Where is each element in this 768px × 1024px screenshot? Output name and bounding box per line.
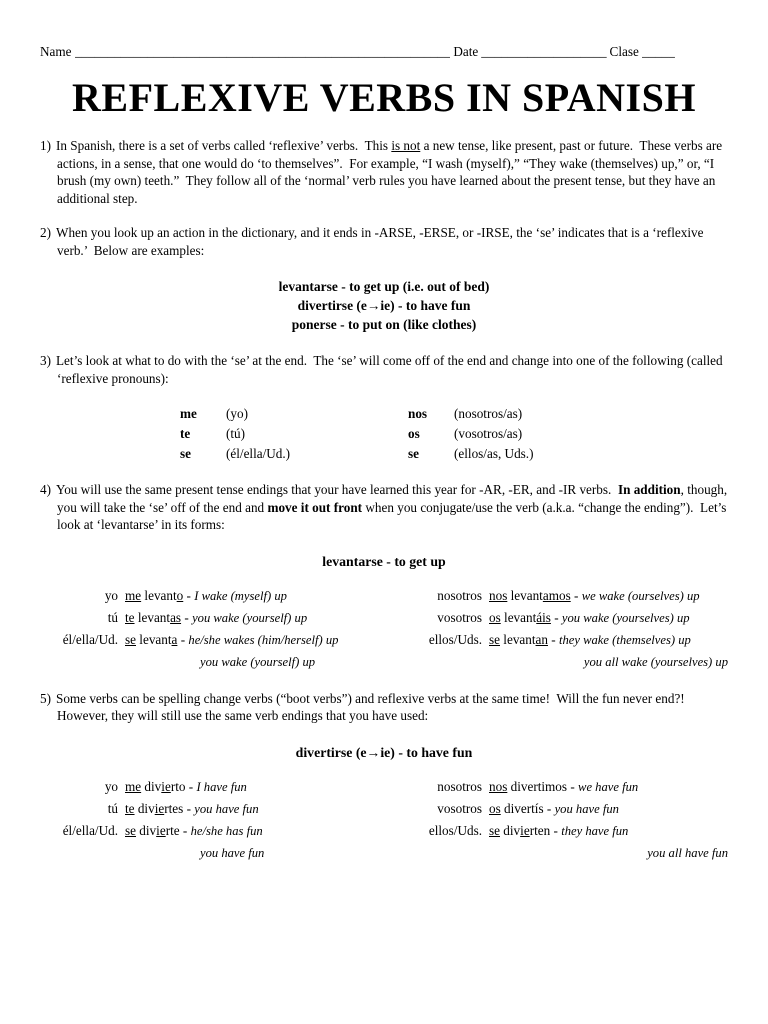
verb-ending: rte: [165, 822, 180, 838]
conj-form: [125, 798, 387, 820]
conj-form: [125, 820, 387, 842]
pronoun: os: [408, 426, 420, 441]
body-text: Some verbs can be spelling change verbs (“boot verbs”) and reflexive verbs at the same time! Will the fun never end?! However, they will still use the same verb endings that you have used:: [56, 690, 692, 723]
stem-change: ie: [156, 822, 166, 838]
conj-form: [125, 607, 387, 629]
conj-subject: nosotros: [437, 778, 482, 794]
empty-cell: [40, 651, 118, 673]
verb-stem: levant: [136, 631, 172, 647]
translation: we have fun: [578, 779, 639, 794]
conj-subject: nosotros: [437, 587, 482, 603]
reflexive-pronoun: nos: [489, 587, 508, 603]
verb-ending: áis: [536, 609, 551, 625]
verb-examples-block: [40, 277, 728, 334]
clase-blank: _____: [641, 44, 675, 59]
item-number: 5): [40, 690, 51, 706]
translation: you have fun: [194, 801, 259, 816]
paragraph-5: [40, 690, 728, 725]
verb-ending: an: [535, 631, 548, 647]
verb-stem: levant: [507, 587, 543, 603]
pronoun: te: [180, 426, 191, 441]
translation: I have fun: [196, 779, 247, 794]
conjugation-title-levantarse: levantarse - to get up: [322, 553, 446, 569]
conj-form: [125, 776, 387, 798]
verb-ending: as: [170, 609, 182, 625]
separator: -: [183, 800, 195, 816]
separator: -: [179, 822, 191, 838]
alt-translation: you have fun: [200, 845, 265, 860]
body-text: You will use the same present tense endings that your have learned this year for -AR, -ER, and -IR verbs.: [56, 482, 618, 497]
stem-change: ie: [154, 800, 165, 816]
conj-subject: tú: [107, 800, 118, 816]
conj-form: [489, 585, 728, 607]
paragraph-3: [40, 352, 728, 387]
pronoun: me: [180, 406, 197, 421]
conj-form: [489, 776, 728, 798]
reflexive-pronoun: me: [125, 587, 142, 603]
item-number: 3): [40, 353, 51, 368]
alt-translation: you all have fun: [647, 845, 728, 860]
verb-ending: rten: [529, 822, 551, 838]
separator: -: [550, 822, 562, 838]
conj-form: [489, 820, 728, 842]
verb-stem: divertís: [500, 800, 544, 816]
translation: you wake (yourselves) up: [561, 610, 690, 625]
separator: -: [567, 778, 579, 794]
paragraph-1: [40, 137, 728, 207]
conjugation-table-divertirse: [40, 776, 728, 864]
reflexive-pronoun: os: [489, 609, 501, 625]
reflexive-pronoun: se: [125, 822, 136, 838]
name-label: Name: [40, 44, 72, 59]
pronoun: se: [408, 446, 419, 461]
paragraph-2: [40, 224, 728, 259]
pronoun-subject: (tú): [226, 426, 246, 441]
body-text: When you look up an action in the dictionary, and it ends in -ARSE, -ERSE, or -IRSE, the ‘se’ indicates that is a ‘reflexive verb.’ Below are examples:: [56, 225, 707, 258]
reflexive-pronoun: se: [489, 822, 500, 838]
bold-text: In addition: [617, 482, 681, 497]
conj-subject: él/ella/Ud.: [62, 822, 118, 838]
reflexive-pronoun: te: [125, 609, 135, 625]
separator: -: [543, 800, 555, 816]
reflexive-pronoun: os: [489, 800, 501, 816]
separator: -: [547, 631, 559, 647]
verb-stem: div: [500, 822, 521, 838]
verb-stem: levant: [134, 609, 171, 625]
empty-cell: [394, 651, 482, 673]
conj-subject: ellos/Uds.: [428, 631, 482, 647]
verb-stem: div: [136, 822, 157, 838]
reflexive-pronoun: te: [125, 800, 135, 816]
reflexive-pronoun: se: [489, 631, 500, 647]
body-text: Let’s look at what to do with the ‘se’ at the end. The ‘se’ will come off of the end and change into one of the following (called ‘reflexive pronouns):: [56, 353, 726, 386]
verb-stem: div: [141, 778, 162, 794]
empty-cell: [40, 842, 118, 864]
verb-stem: levant: [141, 587, 177, 603]
underlined-text: is not: [391, 138, 421, 153]
clase-label: Clase: [609, 44, 639, 59]
conj-subject: yo: [104, 778, 118, 794]
alt-translation: you all wake (yourselves) up: [583, 654, 728, 669]
separator: -: [181, 609, 193, 625]
translation: they have fun: [561, 823, 629, 838]
conj-form: [489, 798, 728, 820]
translation: you wake (yourself) up: [192, 610, 308, 625]
conj-subject: él/ella/Ud.: [62, 631, 118, 647]
reflexive-pronoun: me: [125, 778, 142, 794]
conjugation-table-levantarse: [40, 585, 728, 673]
item-number: 4): [40, 482, 51, 497]
verb-stem: levant: [500, 609, 537, 625]
example-verb: ponerse - to put on (like clothes): [291, 317, 477, 332]
pronoun-subject: (ellos/as, Uds.): [454, 446, 534, 461]
translation: he/she has fun: [190, 823, 263, 838]
separator: -: [183, 587, 195, 603]
verb-ending: rtes: [164, 800, 184, 816]
verb-ending: o: [176, 587, 184, 603]
separator: -: [570, 587, 582, 603]
example-verb: divertirse (e→ie) - to have fun: [297, 298, 471, 313]
verb-stem: levant: [500, 631, 536, 647]
conj-form: [489, 607, 728, 629]
verb-ending: a: [171, 631, 178, 647]
translation: we wake (ourselves) up: [581, 588, 700, 603]
paragraph-4: [40, 481, 731, 534]
separator: -: [177, 631, 189, 647]
pronoun-subject: (él/ella/Ud.): [226, 446, 291, 461]
name-date-clase-line: [40, 44, 728, 60]
verb-stem: div: [134, 800, 155, 816]
example-verb: levantarse - to get up (i.e. out of bed): [278, 279, 490, 294]
body-text: , though, you will take the ‘se’ off of the end and: [57, 482, 731, 515]
verb-ending: amos: [542, 587, 571, 603]
conj-subject: vosotros: [437, 800, 482, 816]
translation: he/she wakes (him/herself) up: [188, 632, 339, 647]
pronoun: nos: [408, 406, 428, 421]
conj-subject: tú: [107, 609, 118, 625]
item-number: 2): [40, 225, 51, 240]
translation: I wake (myself) up: [194, 588, 287, 603]
conjugation-title-divertirse: divertirse (e→ie) - to have fun: [295, 744, 473, 760]
separator: -: [185, 778, 197, 794]
stem-change: ie: [161, 778, 171, 794]
conj-form: [489, 629, 728, 651]
translation: you have fun: [554, 801, 619, 816]
separator: -: [550, 609, 562, 625]
bold-text: move it out front: [267, 499, 363, 515]
name-blank: _________________________________________________________: [74, 44, 451, 59]
translation: they wake (themselves) up: [558, 632, 691, 647]
alt-translation: you wake (yourself) up: [200, 654, 316, 669]
body-text: In Spanish, there is a set of verbs called ‘reflexive’ verbs. This: [56, 138, 392, 153]
pronoun-subject: (vosotros/as): [454, 426, 523, 441]
date-blank: ___________________: [481, 44, 607, 59]
conj-subject: vosotros: [437, 609, 482, 625]
page-title: REFLEXIVE VERBS IN SPANISH: [72, 75, 696, 120]
pronoun-subject: (yo): [226, 406, 248, 421]
date-label: Date: [453, 44, 479, 59]
pronoun: se: [180, 446, 191, 461]
reflexive-pronouns-table: [180, 404, 728, 464]
pronoun-subject: (nosotros/as): [454, 406, 523, 421]
verb-ending: rto: [170, 778, 186, 794]
conj-form: [125, 585, 387, 607]
body-text: when you conjugate/use the verb (a.k.a. “change the ending”). Let’s look at ‘levantarse’ in its forms:: [57, 499, 730, 532]
item-number: 1): [40, 138, 51, 153]
body-text: a new tense, like present, past or future. These verbs are actions, in a sense, that one would do ‘to themselves”. For example, “I wash (myself),” “They wake (themselves) up,” or, “I brush (my own) teeth.” They follow all of the ‘normal’ verb rules you have learned about the present tense, but they have an additional step.: [57, 138, 726, 206]
conj-subject: ellos/Uds.: [428, 822, 482, 838]
reflexive-pronoun: se: [125, 631, 136, 647]
conj-form: [125, 629, 387, 651]
stem-change: ie: [520, 822, 530, 838]
reflexive-pronoun: nos: [489, 778, 508, 794]
verb-stem: divertimos: [507, 778, 568, 794]
empty-cell: [394, 842, 482, 864]
conj-subject: yo: [104, 587, 118, 603]
